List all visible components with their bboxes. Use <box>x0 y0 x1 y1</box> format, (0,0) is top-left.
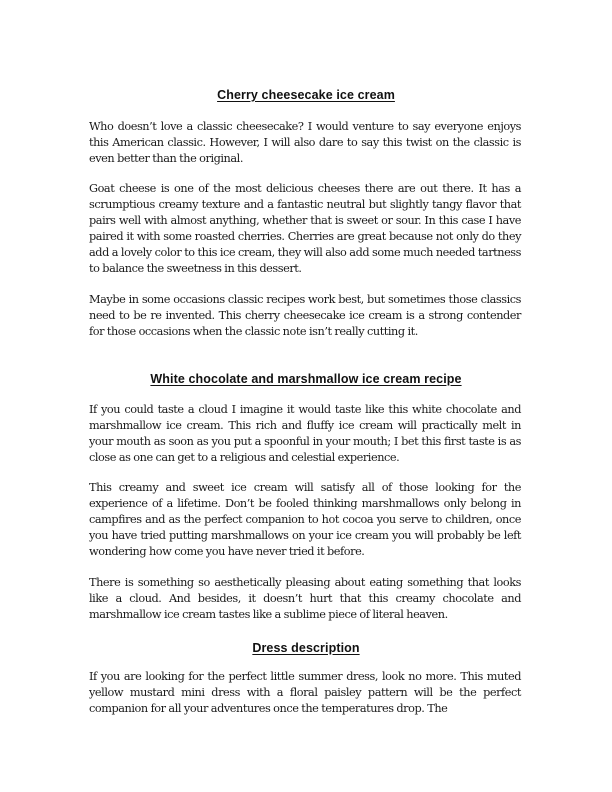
paragraph: This creamy and sweet ice cream will satisfy all of those looking for the experience of a lifetime. Don’t be fooled thinking marshmallows only belong in campfires and as the perfect companion to hot cocoa you serve to children, once you have tried putting marshmallows on your ice cream you will probably be left wondering how come you have never tried it before. <box>89 481 521 559</box>
heading-text: White chocolate and marshmallow ice cream recipe <box>150 372 462 386</box>
heading-text: Dress description <box>252 641 360 655</box>
paragraph: Who doesn’t love a classic cheesecake? I would venture to say everyone enjoys this American classic. However, I will also dare to say this twist on the classic is even better than the original. <box>89 120 521 166</box>
section-heading-cherry-cheesecake <box>88 88 524 102</box>
heading-text: Cherry cheesecake ice cream <box>217 88 395 102</box>
paragraph: If you are looking for the perfect little summer dress, look no more. This muted yellow mustard mini dress with a floral paisley pattern will be the perfect companion for all your adventures once the temperatures drop. The <box>89 670 521 716</box>
paragraph: There is something so aesthetically pleasing about eating something that looks like a cloud. And besides, it doesn’t hurt that this creamy chocolate and marshmallow ice cream tastes like a sublime piece of literal heaven. <box>89 576 521 622</box>
section-heading-white-chocolate <box>88 372 524 386</box>
paragraph: Goat cheese is one of the most delicious cheeses there are out there. It has a scrumptious creamy texture and a fantastic neutral but slightly tangy flavor that pairs well with almost anything, whether that is sweet or sour. In this case I have paired it with some roasted cherries. Cherries are great because not only do they add a lovely color to this ice cream, they will also add some much needed tartness to balance the sweetness in this dessert. <box>89 182 521 276</box>
paragraph: Maybe in some occasions classic recipes work best, but sometimes those classics need to be re invented. This cherry cheesecake ice cream is a strong contender for those occasions when the classic note isn’t really cutting it. <box>89 293 521 339</box>
section-heading-dress-description <box>88 641 524 655</box>
paragraph: If you could taste a cloud I imagine it would taste like this white chocolate and marshmallow ice cream. This rich and fluffy ice cream will practically melt in your mouth as soon as you put a spoonful in your mouth; I bet this first taste is as close as one can get to a religious and celestial experience. <box>89 403 521 465</box>
